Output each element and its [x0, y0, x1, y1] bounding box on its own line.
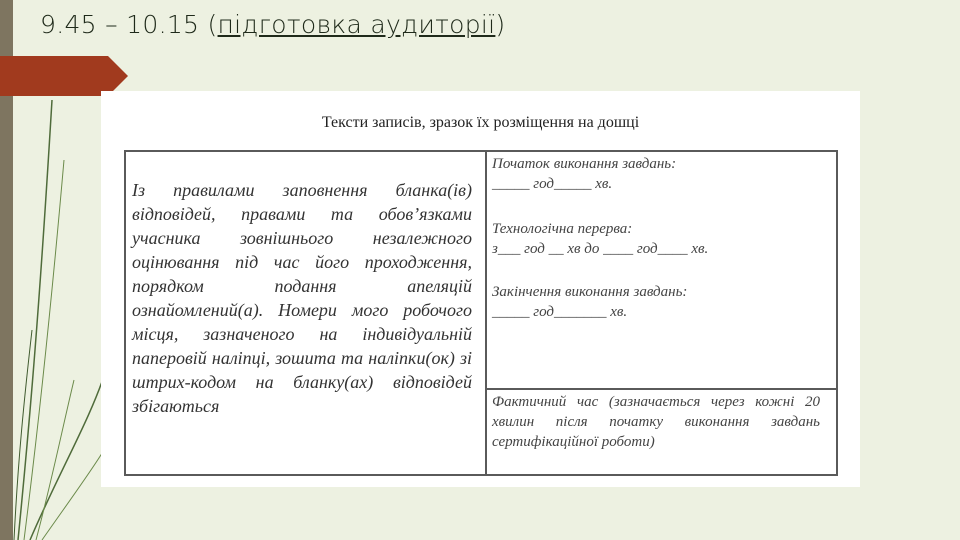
actual-time-note: Фактичний час (зазначається через кожні 20 хвилин після початку виконання завдань сертифікаційної роботи): [492, 394, 820, 450]
end-time-label: Закінчення виконання завдань:: [492, 284, 688, 300]
table-horizontal-divider: [485, 388, 836, 390]
end-time-block: [492, 282, 832, 322]
break-time-label: Технологічна перерва:: [492, 221, 633, 237]
acknowledgement-text: Із правилами заповнення бланка(ів) відповідей, правами та обов’язками учасника зовнішнього незалежного оцінювання під час його проходження, порядком подання апеляцій ознайомлений(а). Номери мого робочого місця, зазначеного на індивідуальній паперовій наліпці, зошита та наліпки(ок) зі штрих-кодом на бланку(ах) відповідей збігаються: [132, 180, 472, 416]
title-close: ): [495, 10, 506, 39]
board-template-table: [124, 150, 838, 476]
end-time-blank: _____ год_______ хв.: [492, 304, 628, 320]
start-time-blank: _____ год_____ хв.: [492, 176, 613, 192]
break-time-blank: з___ год __ хв до ____ год____ хв.: [492, 241, 709, 257]
title-topic: підготовка аудиторії: [217, 10, 496, 39]
start-time-block: [492, 154, 832, 194]
document-image: [101, 91, 860, 487]
break-time-block: [492, 219, 832, 259]
table-vertical-divider: [485, 152, 487, 474]
document-heading: Тексти записів, зразок їх розміщення на дошці: [321, 114, 640, 131]
start-time-label: Початок виконання завдань:: [492, 156, 677, 172]
arrow-tab-shape: [0, 56, 128, 96]
slide-title: [40, 10, 505, 39]
title-time: 9.45 – 10.15 (: [40, 10, 218, 39]
